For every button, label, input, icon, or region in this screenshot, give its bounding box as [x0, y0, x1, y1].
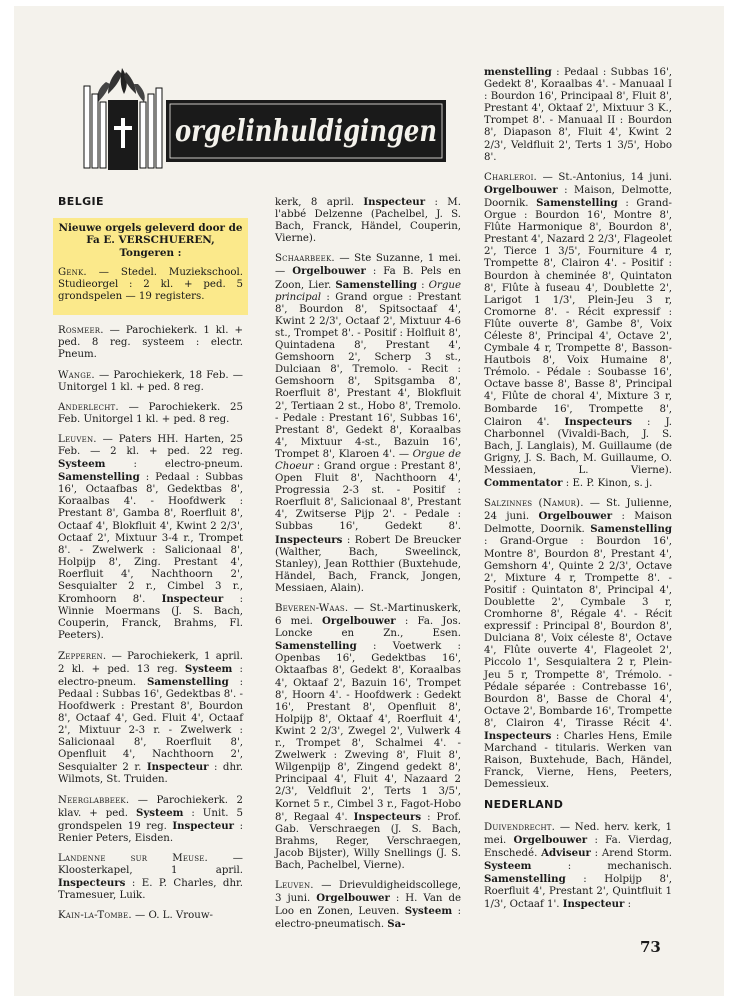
entry-duivendrecht [484, 822, 672, 912]
field-label: Orgelbouwer [513, 833, 588, 846]
entry-text: : electro-pneum. [58, 663, 243, 688]
entry-schaarbeek [275, 253, 461, 595]
field-label: Inspecteurs [275, 533, 343, 546]
field-label: Inspecteurs [564, 415, 632, 428]
column-right [484, 66, 672, 919]
place-name: Genk. [58, 266, 87, 278]
field-label: Orgue principal [275, 279, 461, 303]
entry-text: : H. Van de Loo en Zonen, Leuven. [275, 893, 461, 918]
field-label: Samenstelling [484, 872, 566, 885]
entry-text: : electro-pneum. [105, 459, 243, 471]
field-label: Samenstelling [335, 278, 418, 291]
entry-leuven-college [275, 880, 461, 931]
entry-text: — Paters HH. Harten, 25 Feb. — 2 kl. + ped. 22 reg. [58, 433, 243, 458]
entry-text: : Unit. 5 grondspelen 19 reg. [58, 807, 243, 832]
entry-text: : Grand orgue : Prestant 8', Bourdon 8', Spitsoctaaf 4', Kwint 2 2/3', Octaaf 2', Mixtuur 4-6 st., Trompet 8'. - Positif : Holfluit 8', Quintadena 8', Prestant 4', Gemshoorn 2', Scherp 3 st., Dulciaan 8', Tremolo. - Recit : Gemshoorn 8', Spitsgamba 8', Roerfluit 8', Prestant 4', Blokfluit 2', Tertiaan 2 st., Hobo 8', Tremolo. - Pedale : Prestant 16', Subbas 16', Prestant 8', Gedekt 8', Koraalbas 4', Mixtuur 4-st., Bazuin 16', Trompet 8', Klaroen 4'. — [275, 291, 461, 460]
column-left [58, 190, 243, 930]
notice-entry-genk [58, 267, 243, 303]
field-label: Adviseur [541, 846, 591, 859]
entry-text: : Maison Delmotte, Doornik. [484, 511, 672, 536]
entry-salzinnes [484, 498, 672, 791]
place-name: Neerglabbeek. [58, 794, 130, 806]
header-banner [78, 66, 450, 176]
entry-landenne [58, 853, 243, 902]
entry-text: kerk, 8 april. [275, 197, 364, 208]
entry-charleroi [484, 172, 672, 490]
entry-beveren-waas [275, 603, 461, 872]
field-label: Orgelbouwer [292, 265, 366, 278]
place-name: Schaarbeek. [275, 253, 335, 265]
field-label: Commentator [484, 477, 563, 490]
entry-kain-la-tombe-continued [275, 196, 461, 245]
entry-neerglabbeek [58, 795, 243, 845]
place-name: Rosmeer. [58, 325, 104, 337]
column-middle [275, 196, 461, 939]
entry-text: : Fa B. Pels en Zoon, Lier. [275, 266, 461, 291]
field-label: Inspecteur [562, 898, 625, 911]
place-name: Leuven. [58, 433, 97, 445]
field-label: Inspecteur [363, 196, 426, 208]
place-name: Landenne sur Meuse. [58, 852, 208, 864]
place-name: Wange. [58, 369, 95, 381]
country-heading-nederland: NEDERLAND [484, 798, 564, 812]
entry-text: — St.-Antonius, 14 juni. [537, 171, 672, 183]
field-label: Samenstelling [58, 471, 140, 484]
entry-text: : Pedaal : Subbas 16', Octaafbas 8', Gedektbas 8', Koraalbas 4'. - Hoofdwerk : Prestant 8', Gamba 8', Roerfluit 8', Octaaf 4', Blokfluit 4', Kwint 2 2/3', Octaaf 2', Mixtuur 3-4 r., Trompet 8'. - Zwelwerk : Salicionaal 8', Holpijp 8', Zing. Prestant 4', Roerfluit 4', Nachthoorn 2', Sesquialter 2 r., Cimbel 3 r., Kromhoorn 8'. [58, 472, 243, 606]
entry-text: : J. Charbonnel (Vivaldi-Bach, J. S. Bach, J. Langlais), M. Guillaume (de Grigny, J. S. Bach, M. Guillaume, O. Messiaen, L. Vierne). [484, 416, 672, 476]
field-label: Orgue de Choeur [275, 448, 462, 472]
entry-text: : Grand-Orgue : Bourdon 16', Montre 8', Flûte Harmonique 8', Bourdon 8', Prestant 4', Nazard 2 2/3', Flageolet 2', Tierce 1 3/5', Fourniture 4 r, Trompette 8', Clairon 4'. - Positif : Bourdon à cheminée 8', Quintaton 8', Flûte à fuseau 4', Doublette 2', Larigot 1 1/3', Plein-Jeu 3 r, Cromorne 8'. - Récit expressif : Flûte ouverte 8', Gambe 8', Voix Céleste 8', Principal 4', Octave 2', Cymbale 4 r, Trompette 8', Basson-Hautbois 8', Voix Humaine 8', Trémolo. - Pédale : Soubasse 16', Octave basse 8', Basse 8', Principal 4', Flûte de choral 4', Mixture 3 r, Bombarde 16', Trompette 8', Clairon 4'. [484, 197, 672, 428]
entry-text: : Robert De Breucker (Walther, Bach, Sweelinck, Stanley), Jean Rotthier (Buxtehude, Händel, Bach, Franck, Jongen, Messiaen, Alain). [275, 534, 461, 594]
entry-text: : Holpijp 8', Roerfluit 4', Prestant 2', Quintfluit 1 1/3', Octaaf 1'. [484, 873, 672, 911]
entry-text: — Parochiekerk, 18 Feb. — Unitorgel 1 kl. + ped. 8 reg. [58, 369, 243, 393]
entry-text: : electro-pneumatisch. [275, 906, 462, 931]
field-label: Inspecteur [146, 761, 209, 774]
place-name: Kain-la-Tombe. [58, 910, 132, 922]
entry-text: : E. P. Kinon, s. j. [562, 478, 653, 490]
field-label: Orgelbouwer [316, 892, 390, 905]
country-heading-belgie: BELGIE [58, 195, 104, 208]
field-label: Inspecteurs [58, 877, 126, 890]
entry-text: — Drievuldigheidscollege, 3 juni. [275, 880, 461, 905]
field-label: Orgelbouwer [322, 615, 396, 628]
field-label: Inspecteur [172, 819, 235, 832]
place-name: Anderlecht. [58, 401, 119, 413]
entry-text: — Stedel. Muziekschool. Studieorgel : 2 kl. + ped. 5 grondspelen — 19 registers. [58, 266, 243, 303]
field-label: Orgelbouwer [538, 510, 613, 523]
field-label: Systeem [404, 905, 453, 918]
entry-text: : mechanisch. [531, 860, 672, 872]
entry-zepperen [58, 651, 243, 787]
organ-pipes-emblem [84, 68, 162, 170]
entry-text: : dhr. Wilmots, St. Truiden. [58, 762, 243, 786]
entry-text: : Pedaal : Subbas 16', Gedekt 8', Koraalbas 4'. - Manuaal I : Bourdon 16', Principaal 8', Fluit 8', Prestant 4', Oktaaf 2', Mixtuur 3 K., Trompet 8'. - Manuaal II : Bourdon 8', Diapason 8', Fluit 4', Kwint 2 2/3', Veldfluit 2', Terts 1 3/5', Hobo 8'. [484, 67, 672, 163]
place-name: Leuven. [275, 880, 314, 892]
field-label: menstelling [484, 66, 552, 78]
banner-title: orgelinhuldigingen [175, 114, 437, 149]
entry-text: — Kloosterkapel, 1 april. [58, 852, 243, 877]
page-number: 73 [640, 938, 661, 956]
place-name: Zepperen. [58, 650, 107, 662]
entry-text: : Charles Hens, Emile Marchand - titularis. Werken van Raison, Buxtehude, Bach, Händel, Franck, Vierne, Hens, Peeters, Demessieux. [484, 730, 672, 791]
entry-text: — Parochiekerk, 1 april. 2 kl. + ped. 13 reg. [58, 650, 243, 675]
entry-text: — Parochiekerk. 1 kl. + ped. 8 reg. systeem : electr. Pneum. [58, 325, 243, 361]
entry-text: : Prof. Gab. Verschraegen (J. S. Bach, Brahms, Reger, Verschraegen, Jacob Bijster), Willy Snellings (J. S. Bach, Pachelbel, Vierne). [275, 811, 461, 871]
place-name: Charleroi. [484, 171, 537, 183]
place-name: Duivendrecht. [484, 821, 556, 833]
entry-text: — O. L. Vrouw- [131, 910, 214, 922]
entry-text: — Ste Suzanne, 1 mei. — [275, 253, 461, 278]
entry-text: : E. P. Charles, dhr. Tramesuer, Luik. [58, 878, 243, 902]
field-label: Inspecteur [161, 593, 224, 606]
field-label: Systeem [184, 662, 233, 675]
banner-title-block [166, 100, 446, 162]
field-label: Samenstelling [275, 640, 357, 653]
entry-text: : Maison, Delmotte, Doornik. [484, 184, 672, 209]
entry-text: : [624, 899, 632, 911]
notice-title: Nieuwe orgels geleverd door de Fa E. VERSCHUEREN, Tongeren : [58, 222, 243, 259]
entry-text: : Arend Storm. [590, 847, 672, 859]
highlighted-notice [53, 218, 248, 315]
entry-text: : [417, 279, 429, 291]
entry-rosmeer [58, 325, 243, 361]
entry-text: — St. Julienne, 24 juni. [484, 498, 672, 523]
entry-wange [58, 370, 243, 394]
field-label: Inspecteurs [484, 729, 552, 742]
entry-text: — Ned. herv. kerk, 1 mei. [484, 821, 672, 846]
field-label: Orgelbouwer [484, 183, 558, 196]
field-label: Sa- [387, 918, 406, 931]
field-label: Systeem [484, 859, 532, 872]
place-name: Salzinnes (Namur). [484, 498, 584, 510]
entry-leuven-college-continued [484, 66, 672, 164]
field-label: Systeem [58, 458, 106, 471]
entry-text: : M. l'abbé Delzenne (Pachelbel, J. S. Bach, Franck, Händel, Couperin, Vierne). [275, 197, 461, 245]
entry-text: : Grand orgue : Prestant 8', Open Fluit 8', Nachthoorn 4', Progressia 2-3 st. - Positif : Roerfluit 8', Salicionaal 8', Prestant 4', Zwitserse Pijp 2'. - Pedale : Subbas 16', Gedekt 8'. [275, 460, 461, 533]
entry-text: — St.-Martinuskerk, 6 mei. [275, 603, 461, 628]
entry-text: : Grand-Orgue : Bourdon 16', Montre 8', Bourdon 8', Prestant 4', Gemshorn 4', Quinte 2 2/3', Octave 2', Mixture 4 r, Trompette 8'. - Positif : Quintaton 8', Principal 4', Doublette 2', Cymbale 3 r, Cromhorne 8', Régale 4'. - Récit expressif : Principal 8', Bourdon 8', Dulciana 8', Voix céleste 8', Octave 4', Flûte ouverte 4', Flageolet 2', Piccolo 1', Sesquialtera 2 r, Plein-Jeu 5 r, Trompette 8', Trémolo. - Pédale séparée : Contrebasse 16', Bourdon 8', Basse de Choral 4', Octave 2', Bombarde 16', Trompette 8', Clairon 4', Tirasse Récit 4'. [484, 536, 673, 729]
entry-text: : Fa. Vierdag, Enschedé. [484, 834, 672, 859]
entry-text: : Fa. Jos. Loncke en Zn., Esen. [275, 616, 461, 640]
field-label: Systeem [136, 806, 184, 819]
entry-anderlecht [58, 402, 243, 426]
entry-text: : Renier Peters, Eisden. [58, 820, 243, 844]
entry-text: : Pedaal : Subbas 16', Gedektbas 8'. - Hoofdwerk : Prestant 8', Bourdon 8', Octaaf 4', Ged. Fluit 4', Octaaf 2', Mixtuur 2-3 r. - Zwelwerk : Salicionaal 8', Roerfluit 8', Openfluit 4', Nachthoorn 2', Sesquialter 2 r. [58, 676, 243, 774]
entry-text: : Winnie Moermans (J. S. Bach, Couperin, Franck, Brahms, Fl. Peeters). [58, 594, 244, 642]
entry-text: — Parochiekerk. 25 Feb. Unitorgel 1 kl. + ped. 8 reg. [58, 401, 243, 425]
entry-text: : Voetwerk : Openbas 16', Gedektbas 16', Oktaafbas 8', Gedekt 8', Koraalbas 4', Oktaaf 2', Bazuin 16', Trompet 8', Hoorn 4'. - Hoofdwerk : Gedekt 16', Prestant 8', Openfluit 8', Holpijp 8', Oktaaf 4', Roerfluit 4', Kwint 2 2/3', Zwegel 2', Vulwerk 4 r., Trompet 8', Schalmei 4'. - Zwelwerk : Zweving 8', Fluit 8', Wilgenpijp 8', Zingend gedekt 8', Principaal 4', Fluit 4', Nazaard 2 2/3', Veldfluit 2', Terts 1 3/5', Kornet 5 r., Cimbel 3 r., Fagot-Hobo 8', Regaal 4'. [275, 641, 461, 823]
entry-leuven [58, 434, 243, 643]
entry-kain-la-tombe [58, 910, 243, 922]
field-label: Samenstelling [536, 196, 618, 209]
place-name: Beveren-Waas. [275, 603, 349, 614]
field-label: Inspecteurs [353, 810, 422, 823]
field-label: Samenstelling [147, 675, 229, 688]
field-label: Samenstelling [590, 523, 672, 536]
entry-text: — Parochiekerk. 2 klav. + ped. [58, 794, 243, 819]
